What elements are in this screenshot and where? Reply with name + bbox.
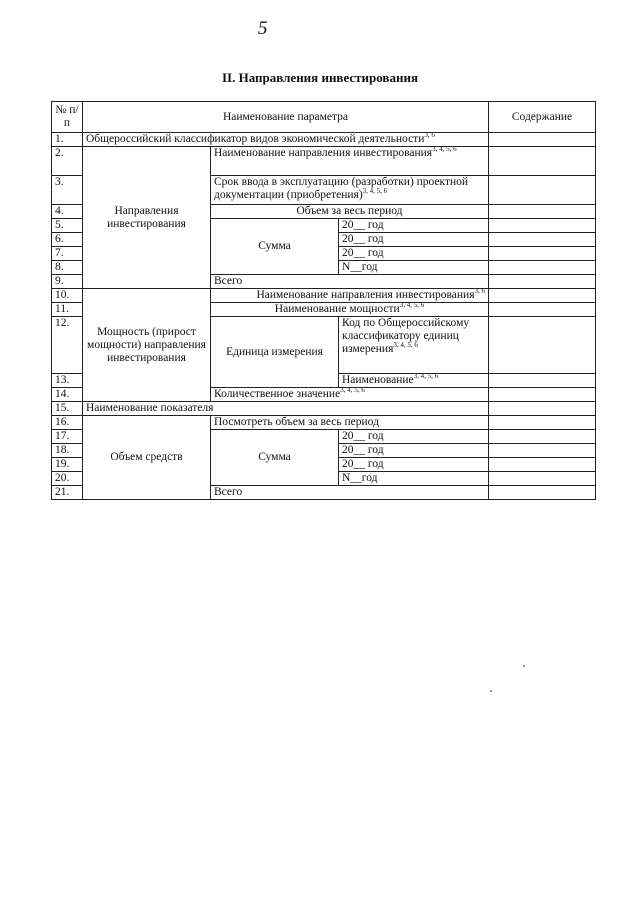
scan-speck	[490, 690, 492, 692]
year-cell: 20__ год	[339, 233, 489, 247]
investment-directions-table	[51, 101, 596, 500]
table-row	[52, 402, 596, 416]
row-number: 19.	[52, 458, 83, 472]
param-cell: Наименование направления инвестирования$^{3, 4, 5, 6}$	[211, 147, 489, 176]
row-number: 21.	[52, 486, 83, 500]
param-cell: Код по Общероссийскому классификатору единиц измерения$^{3, 4, 5, 6}$	[339, 317, 489, 374]
content-cell	[489, 147, 596, 176]
content-cell	[489, 472, 596, 486]
table-row	[52, 133, 596, 147]
param-cell: Посмотреть объем за весь период	[211, 416, 489, 430]
year-cell: 20__ год	[339, 444, 489, 458]
param-cell: Наименование направления инвестирования$^{3, 6}$	[211, 289, 489, 303]
row-number: 1.	[52, 133, 83, 147]
content-cell	[489, 219, 596, 233]
group-funds: Объем средств	[83, 416, 211, 500]
year-cell: 20__ год	[339, 219, 489, 233]
year-cell: 20__ год	[339, 247, 489, 261]
row-number: 10.	[52, 289, 83, 303]
content-cell	[489, 416, 596, 430]
row-number: 8.	[52, 261, 83, 275]
row-number: 2.	[52, 147, 83, 176]
content-cell	[489, 388, 596, 402]
param-cell: Наименование мощности$^{3, 4, 5, 6}$	[211, 303, 489, 317]
row-number: 17.	[52, 430, 83, 444]
param-cell: Срок ввода в эксплуатацию (разработки) проектной документации (приобретения)$^{3, 4, 5, 6}$	[211, 176, 489, 205]
param-cell: Количественное значение$^{3, 4, 5, 6}$	[211, 388, 489, 402]
content-cell	[489, 317, 596, 374]
year-cell: N__год	[339, 472, 489, 486]
year-cell: 20__ год	[339, 430, 489, 444]
row-number: 20.	[52, 472, 83, 486]
content-cell	[489, 303, 596, 317]
content-cell	[489, 133, 596, 147]
year-cell: 20__ год	[339, 458, 489, 472]
row-number: 5.	[52, 219, 83, 233]
content-cell	[489, 458, 596, 472]
content-cell	[489, 261, 596, 275]
group-directions: Направления инвестирования	[83, 147, 211, 289]
row-number: 14.	[52, 388, 83, 402]
unit-label: Единица измерения	[211, 317, 339, 388]
scan-speck	[523, 665, 525, 667]
group-capacity: Мощность (прирост мощности) направления инвестирования	[83, 289, 211, 402]
row-number: 9.	[52, 275, 83, 289]
content-cell	[489, 205, 596, 219]
content-cell	[489, 486, 596, 500]
row-number: 7.	[52, 247, 83, 261]
row-number: 11.	[52, 303, 83, 317]
page-number: 5	[258, 18, 268, 39]
section-title: II. Направления инвестирования	[222, 70, 418, 85]
row-number: 16.	[52, 416, 83, 430]
row-number: 4.	[52, 205, 83, 219]
row-number: 15.	[52, 402, 83, 416]
row-number: 13.	[52, 374, 83, 388]
content-cell	[489, 275, 596, 289]
header-content: Содержание	[489, 102, 596, 133]
param-cell: Общероссийский классификатор видов экономической деятельности$^{3, 6}$	[83, 133, 489, 147]
header-name: Наименование параметра	[83, 102, 489, 133]
sum-label: Сумма	[211, 219, 339, 275]
content-cell	[489, 374, 596, 388]
table-header-row	[52, 102, 596, 133]
content-cell	[489, 444, 596, 458]
content-cell	[489, 289, 596, 303]
table-row	[52, 416, 596, 430]
year-cell: N__год	[339, 261, 489, 275]
table-row	[52, 147, 596, 176]
row-number: 6.	[52, 233, 83, 247]
row-number: 12.	[52, 317, 83, 374]
sum-label: Сумма	[211, 430, 339, 486]
param-cell: Наименование$^{3, 4, 5, 6}$	[339, 374, 489, 388]
content-cell	[489, 430, 596, 444]
content-cell	[489, 176, 596, 205]
param-cell: Объем за весь период	[211, 205, 489, 219]
header-num: № п/п	[52, 102, 83, 133]
content-cell	[489, 402, 596, 416]
param-cell: Наименование показателя	[83, 402, 489, 416]
param-cell: Всего	[211, 275, 489, 289]
table-row	[52, 289, 596, 303]
param-cell: Всего	[211, 486, 489, 500]
content-cell	[489, 233, 596, 247]
row-number: 3.	[52, 176, 83, 205]
row-number: 18.	[52, 444, 83, 458]
content-cell	[489, 247, 596, 261]
